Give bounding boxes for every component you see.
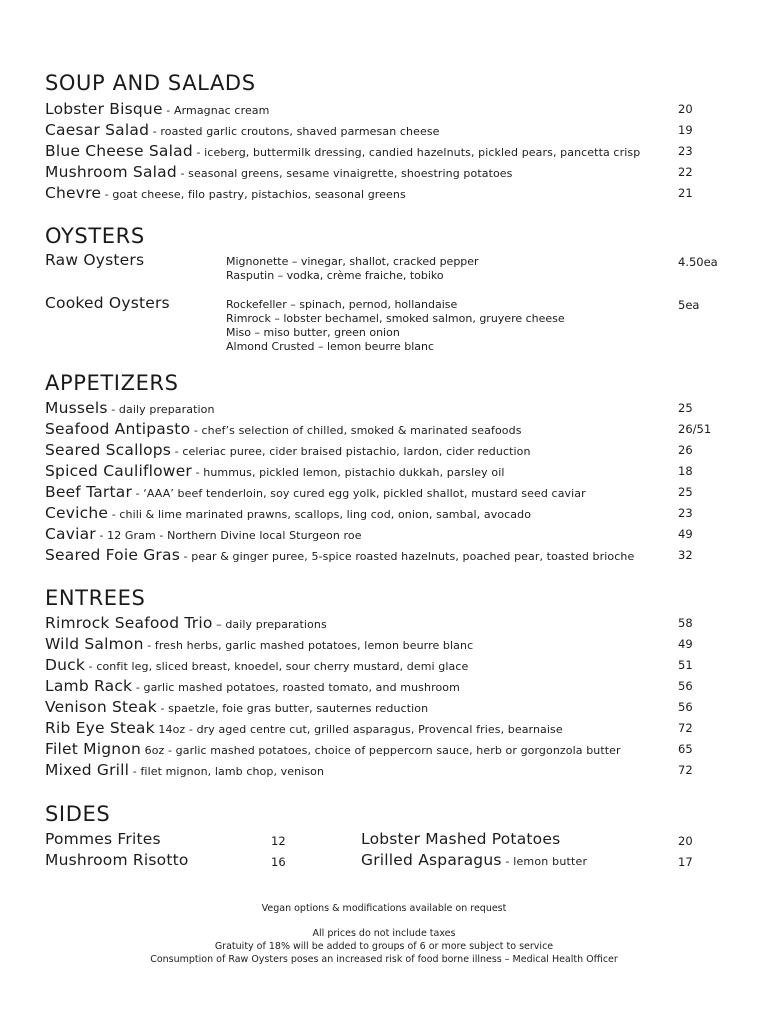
oyster-preparations-raw (226, 255, 479, 283)
item-description: - garlic mashed potatoes, roasted tomato, and mushroom (132, 681, 460, 694)
item-name: Filet Mignon (45, 740, 141, 758)
oyster-preparation: Mignonette – vinegar, shallot, cracked pepper (226, 255, 479, 268)
section-title-entrees: ENTREES (45, 586, 146, 610)
item-price: 19 (678, 123, 693, 137)
menu-item (45, 613, 725, 635)
section-title-oysters: OYSTERS (45, 224, 145, 248)
oyster-name-cooked: Cooked Oysters (45, 294, 170, 312)
item-description: - 12 Gram - Northern Divine local Sturgeon roe (95, 529, 362, 542)
item-name: Chevre (45, 184, 102, 202)
item-name: Caviar (45, 525, 96, 543)
side-item-name (45, 851, 189, 869)
section-title-sides: SIDES (45, 802, 111, 826)
footer-taxes-note: All prices do not include taxes (312, 928, 456, 939)
footer-health-warning: Consumption of Raw Oysters poses an increased risk of food borne illness – Medical Health Officer (150, 954, 618, 965)
side-item-name (361, 851, 587, 869)
item-name: Lamb Rack (45, 677, 133, 695)
item-description: - spaetzle, foie gras butter, sauternes reduction (156, 702, 429, 715)
section-title-appetizers: APPETIZERS (45, 371, 179, 395)
item-description: – daily preparations (212, 618, 327, 631)
footer-gratuity-note: Gratuity of 18% will be added to groups of 6 or more subject to service (214, 941, 554, 952)
item-name: Spiced Cauliflower (45, 462, 192, 480)
item-description: - ‘AAA’ beef tenderloin, soy cured egg yolk, pickled shallot, mustard seed caviar (132, 487, 586, 500)
item-price: 21 (678, 186, 693, 200)
item-price: 49 (678, 637, 693, 651)
oyster-preparation: Rimrock – lobster bechamel, smoked salmon, gruyere cheese (226, 312, 565, 325)
oyster-name-raw: Raw Oysters (45, 251, 145, 269)
menu-item (45, 524, 725, 546)
item-name: Wild Salmon (45, 635, 144, 653)
menu-item (45, 398, 725, 420)
item-name: Lobster Bisque (45, 100, 163, 118)
item-price: 23 (678, 506, 693, 520)
item-name: Seared Scallops (45, 441, 172, 459)
side-item-price: 20 (678, 834, 693, 848)
item-name: Mushroom Salad (45, 163, 177, 181)
item-price: 51 (678, 658, 693, 672)
item-description: - filet mignon, lamb chop, venison (129, 765, 325, 778)
item-description: - Armagnac cream (162, 104, 270, 117)
menu-item (45, 440, 725, 462)
menu-item (45, 697, 725, 719)
menu-item (45, 503, 725, 525)
menu-item (45, 545, 725, 567)
item-price: 26 (678, 443, 693, 457)
item-price: 25 (678, 485, 693, 499)
menu-item (45, 99, 725, 121)
item-description: - hummus, pickled lemon, pistachio dukkah, parsley oil (192, 466, 505, 479)
item-description: - confit leg, sliced breast, knoedel, sour cherry mustard, demi glace (85, 660, 469, 673)
item-name: Mixed Grill (45, 761, 130, 779)
item-description: 6oz - garlic mashed potatoes, choice of peppercorn sauce, herb or gorgonzola butter (141, 744, 621, 757)
menu-item (45, 718, 725, 740)
item-name: Rib Eye Steak (45, 719, 155, 737)
side-item-price: 12 (271, 834, 286, 848)
menu-item (45, 482, 725, 504)
item-description: - chili & lime marinated prawns, scallops, ling cod, onion, sambal, avocado (108, 508, 532, 521)
side-name-text: Lobster Mashed Potatoes (361, 830, 561, 848)
menu-item (45, 739, 725, 761)
menu-item (45, 162, 725, 184)
item-name: Venison Steak (45, 698, 157, 716)
item-price: 23 (678, 144, 693, 158)
menu-item (45, 634, 725, 656)
item-price: 20 (678, 102, 693, 116)
item-price: 18 (678, 464, 693, 478)
item-name: Ceviche (45, 504, 109, 522)
item-name: Seafood Antipasto (45, 420, 191, 438)
menu-item (45, 676, 725, 698)
item-price: 72 (678, 721, 693, 735)
side-item-price: 17 (678, 855, 693, 869)
oyster-price-raw: 4.50ea (678, 255, 718, 269)
side-item-name (361, 830, 560, 848)
oyster-preparation: Rockefeller – spinach, pernod, hollandaise (226, 298, 458, 311)
item-name: Caesar Salad (45, 121, 150, 139)
item-name: Beef Tartar (45, 483, 133, 501)
side-description: - lemon butter (501, 855, 588, 868)
item-price: 25 (678, 401, 693, 415)
oyster-preparation: Miso – miso butter, green onion (226, 326, 400, 339)
item-price: 56 (678, 679, 693, 693)
side-item-name (45, 830, 161, 848)
item-description: - pear & ginger puree, 5-spice roasted hazelnuts, poached pear, toasted brioche (179, 550, 635, 563)
item-name: Mussels (45, 399, 108, 417)
section-title-soup-salads: SOUP AND SALADS (45, 71, 256, 95)
item-description: - iceberg, buttermilk dressing, candied hazelnuts, pickled pears, pancetta crisp (192, 146, 641, 159)
oyster-preparation: Almond Crusted – lemon beurre blanc (226, 340, 435, 353)
side-name-text: Mushroom Risotto (45, 851, 189, 869)
item-price: 56 (678, 700, 693, 714)
item-description: - fresh herbs, garlic mashed potatoes, lemon beurre blanc (143, 639, 474, 652)
item-name: Seared Foie Gras (45, 546, 180, 564)
item-description: - chef’s selection of chilled, smoked & marinated seafoods (190, 424, 522, 437)
item-name: Duck (45, 656, 86, 674)
item-description: - celeriac puree, cider braised pistachio, lardon, cider reduction (171, 445, 531, 458)
item-price: 65 (678, 742, 693, 756)
item-description: - seasonal greens, sesame vinaigrette, shoestring potatoes (176, 167, 513, 180)
side-item-price: 16 (271, 855, 286, 869)
menu-item (45, 760, 725, 782)
item-price: 58 (678, 616, 693, 630)
item-description: - goat cheese, filo pastry, pistachios, seasonal greens (101, 188, 406, 201)
item-description: 14oz - dry aged centre cut, grilled asparagus, Provencal fries, bearnaise (154, 723, 563, 736)
item-name: Rimrock Seafood Trio (45, 614, 213, 632)
menu-item (45, 419, 725, 441)
item-price: 32 (678, 548, 693, 562)
menu-item (45, 141, 725, 163)
item-price: 49 (678, 527, 693, 541)
side-name-text: Pommes Frites (45, 830, 161, 848)
oyster-price-cooked: 5ea (678, 298, 700, 312)
menu-item (45, 655, 725, 677)
menu-item (45, 461, 725, 483)
item-price: 72 (678, 763, 693, 777)
oyster-preparation: Rasputin – vodka, crème fraiche, tobiko (226, 269, 444, 282)
oyster-preparations-cooked (226, 298, 565, 354)
item-description: - daily preparation (107, 403, 215, 416)
item-description: - roasted garlic croutons, shaved parmesan cheese (149, 125, 440, 138)
footer-vegan-note: Vegan options & modifications available on request (261, 903, 507, 914)
item-price: 22 (678, 165, 693, 179)
item-price: 26/51 (678, 422, 712, 436)
item-name: Blue Cheese Salad (45, 142, 193, 160)
menu-item (45, 120, 725, 142)
side-name-text: Grilled Asparagus (361, 851, 502, 869)
menu-item (45, 183, 725, 205)
